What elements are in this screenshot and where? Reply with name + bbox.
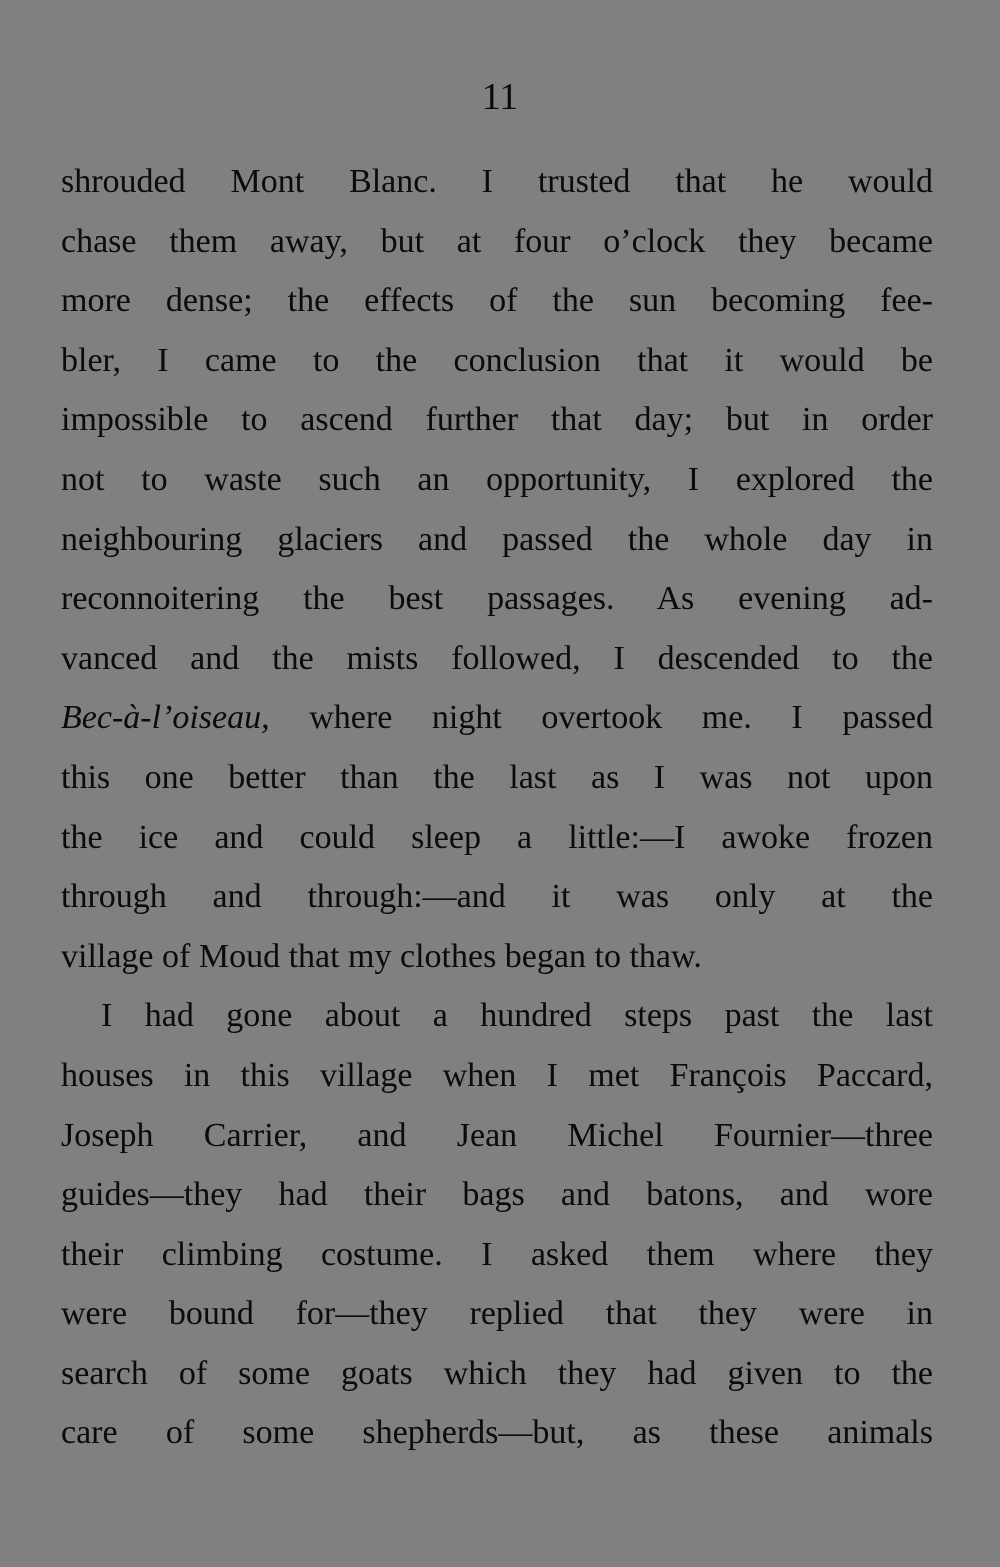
text-line: reconnoitering the best passages. As evening ad- (61, 580, 933, 618)
page-number: 11 (481, 76, 519, 118)
text-line: neighbouring glaciers and passed the whole day in (61, 520, 933, 558)
text-line-paragraph-end: village of Moud that my clothes began to thaw. (61, 937, 702, 975)
text-line: guides—they had their bags and batons, and wore (61, 1176, 933, 1214)
text-line: vanced and the mists followed, I descended to the (61, 639, 933, 677)
text-line: were bound for—they replied that they were in (61, 1295, 933, 1333)
body-text (61, 152, 933, 1463)
text-line: shrouded Mont Blanc. I trusted that he would (61, 163, 933, 200)
text-line: the ice and could sleep a little:—I awoke frozen (61, 818, 933, 856)
text-line: not to waste such an opportunity, I explored the (61, 460, 933, 498)
text-line: houses in this village when I met François Paccard, (61, 1056, 933, 1094)
text-line: chase them away, but at four o’clock they became (61, 222, 933, 260)
text-line: Joseph Carrier, and Jean Michel Fournier—three (61, 1116, 933, 1154)
text-line: bler, I came to the conclusion that it would be (61, 341, 933, 379)
text-line-rest: where night overtook me. I passed (269, 699, 933, 737)
text-line: more dense; the effects of the sun becoming fee- (61, 282, 933, 320)
text-line: this one better than the last as I was not upon (61, 758, 933, 796)
text-line-paragraph-start: I had gone about a hundred steps past the last (101, 997, 933, 1035)
text-line: their climbing costume. I asked them where they (61, 1235, 933, 1273)
text-line: care of some shepherds—but, as these animals (61, 1414, 933, 1452)
text-line-with-italic (61, 688, 933, 748)
text-line: impossible to ascend further that day; but in order (61, 401, 933, 439)
italic-place-name: Bec-à-l’oiseau, (61, 699, 270, 737)
text-line: search of some goats which they had given to the (61, 1354, 933, 1392)
text-line: through and through:—and it was only at the (61, 878, 933, 916)
